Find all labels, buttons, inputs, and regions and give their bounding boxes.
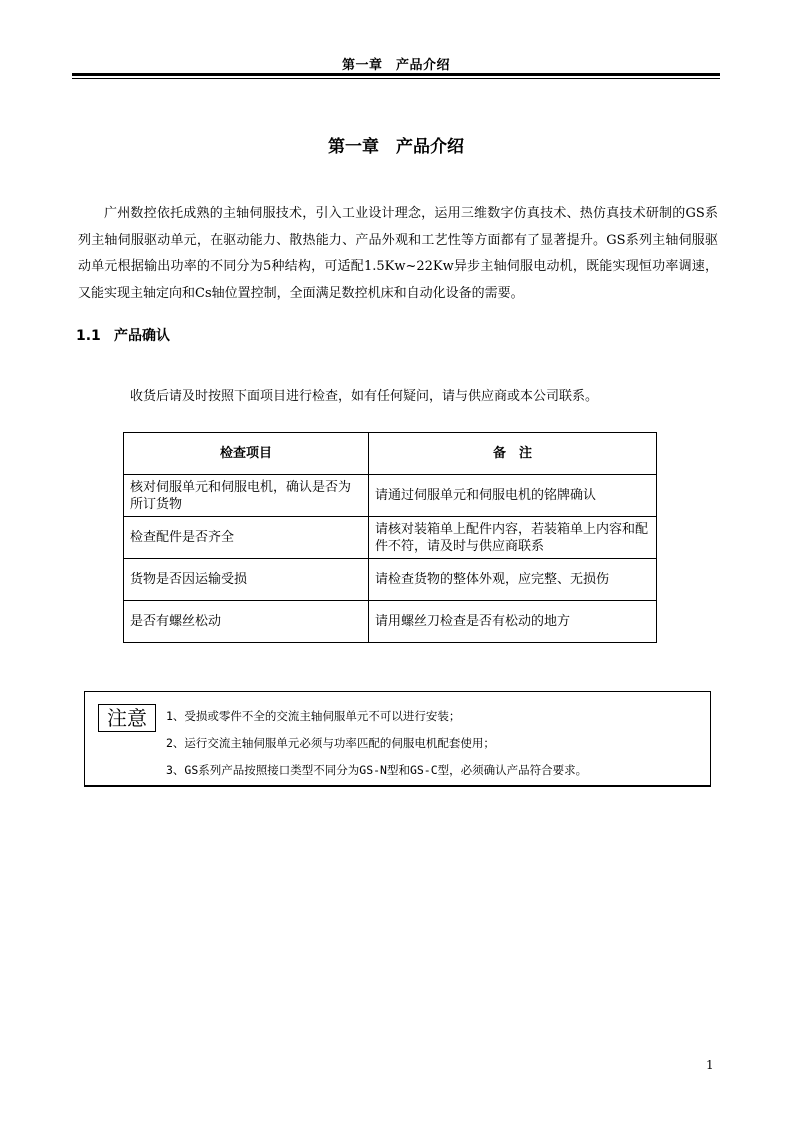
table-row	[124, 559, 657, 601]
table-cell-item: 是否有螺丝松动	[124, 601, 369, 643]
table-cell-remark: 请检查货物的整体外观，应完整、无损伤	[369, 559, 657, 601]
notice-item: 2、运行交流主轴伺服单元必须与功率匹配的伺服电机配套使用；	[166, 736, 495, 750]
table-cell-item: 货物是否因运输受损	[124, 559, 369, 601]
running-header: 第一章 产品介绍	[341, 58, 450, 73]
table-header-row	[124, 433, 657, 475]
notice-label: 注意	[98, 704, 156, 732]
table-row	[124, 601, 657, 643]
section-lead-text: 收货后请及时按照下面项目进行检查，如有任何疑问，请与供应商或本公司联系。	[130, 389, 599, 404]
inspection-table	[123, 432, 657, 643]
notice-item: 1、受损或零件不全的交流主轴伺服单元不可以进行安装；	[166, 709, 461, 723]
table-header-remark: 备 注	[369, 433, 657, 475]
section-number: 1.1	[76, 328, 101, 344]
table-cell-remark: 请通过伺服单元和伺服电机的铭牌确认	[369, 475, 657, 517]
header-rule-thick	[72, 73, 720, 76]
header-rule-thin	[72, 78, 720, 79]
table-cell-remark: 请用螺丝刀检查是否有松动的地方	[369, 601, 657, 643]
notice-item: 3、GS系列产品按照接口类型不同分为GS-N型和GS-C型，必须确认产品符合要求。	[166, 763, 588, 777]
table-row	[124, 475, 657, 517]
table-cell-item: 核对伺服单元和伺服电机，确认是否为所订货物	[124, 475, 369, 517]
section-heading	[76, 325, 170, 345]
table-cell-remark: 请核对装箱单上配件内容，若装箱单上内容和配件不符，请及时与供应商联系	[369, 517, 657, 559]
notice-list	[166, 704, 587, 785]
notice-box-bottom-rule	[84, 785, 711, 787]
table-row	[124, 517, 657, 559]
page-number: 1	[706, 1058, 714, 1072]
section-title: 产品确认	[114, 328, 170, 344]
table-cell-item: 检查配件是否齐全	[124, 517, 369, 559]
intro-paragraph: 广州数控依托成熟的主轴伺服技术，引入工业设计理念，运用三维数字仿真技术、热仿真技术研制的GS系列主轴伺服驱动单元，在驱动能力、散热能力、产品外观和工艺性等方面都有了显著提升。GS系列主轴伺服驱动单元根据输出功率的不同分为5种结构，可适配1.5Kw~22Kw异步主轴伺服电动机，既能实现恒功率调速，又能实现主轴定向和Cs轴位置控制，全面满足数控机床和自动化设备的需要。	[78, 206, 718, 301]
table-header-item: 检查项目	[124, 433, 369, 475]
chapter-title: 第一章 产品介绍	[328, 137, 464, 157]
